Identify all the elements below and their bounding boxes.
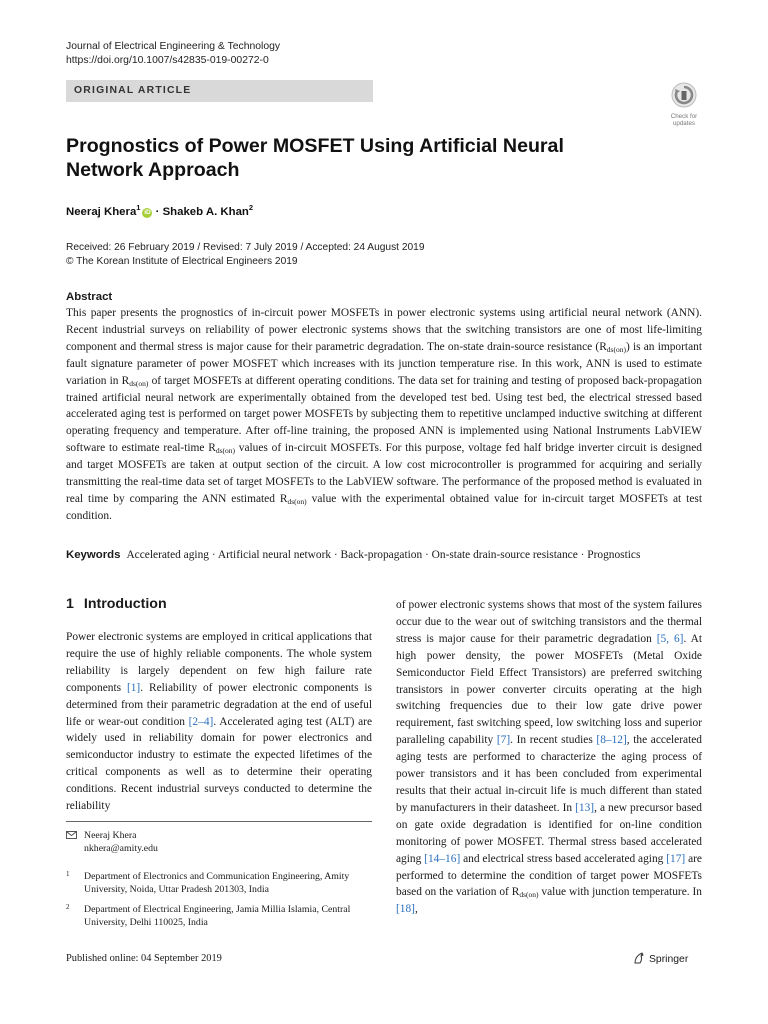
body-text: , (414, 903, 418, 916)
body-text: of power electronic systems shows that most of the system failures occur due to the wear out of switching transistors and the thermal stress is major cause for their parametric degradation (396, 599, 702, 645)
author-separator: · (152, 205, 163, 218)
citation-link[interactable]: [13] (575, 801, 595, 814)
affiliation-text: Department of Electrical Engineering, Jamia Millia Islamia, Central University, Delhi 110025, India (84, 904, 351, 928)
affiliation-2 (66, 903, 372, 929)
doi-link[interactable]: https://doi.org/10.1007/s42835-019-00272-0 (66, 55, 269, 66)
abstract-text: ) is an important fault signature parameter of power MOSFET which increases with its junction temperature rise. In this work, ANN is used to estimate variation in R (66, 340, 702, 387)
abstract-body (66, 305, 702, 525)
author-list (66, 203, 253, 218)
check-for-updates-badge[interactable] (664, 82, 704, 127)
article-title: Prognostics of Power MOSFET Using Artificial Neural Network Approach (66, 135, 564, 181)
abstract-text: of target MOSFETs at different operating conditions. The data set for training and testing of proposed back-propagation trained artificial neural network are experimentally obtained from the developed test bed. Using test bed, the electrical stressed based accelerated aging test is performed on target power MOSFETs by subjecting them to repetitive unclamped inductive switching at different operating frequency and temperature. After off-line training, the proposed ANN is implemented using National Instruments LabVIEW software to estimate real-time R (66, 374, 703, 455)
published-online: Published online: 04 September 2019 (66, 953, 222, 964)
check-updates-line2: updates (672, 120, 696, 127)
subscript: ds(on) (519, 890, 539, 900)
citation-link[interactable]: [2–4] (188, 715, 214, 728)
subscript: ds(on) (129, 378, 149, 388)
keywords-list: Accelerated aging · Artificial neural network · Back-propagation · On-state drain-source resistance · Prognostics (126, 549, 641, 561)
citation-link[interactable]: [5, 6] (656, 632, 684, 645)
keywords (66, 549, 640, 561)
body-text: Power electronic systems are employed in critical applications that require the use of highly reliable components. The whole system reliability is largely dependent on few high failure rate components (66, 631, 372, 694)
body-column-right (396, 597, 702, 918)
author-email-link[interactable]: nkhera@amity.edu (84, 842, 158, 854)
journal-name: Journal of Electrical Engineering & Technology (66, 41, 281, 52)
affiliation-number: 2 (66, 903, 70, 911)
author-affiliation-mark: 2 (248, 203, 254, 212)
abstract-text: values of in-circuit MOSFETs. For this purpose, voltage fed half bridge inverter circuit is designed and target MOSFETs are taken at output section of the circuit. A low cost microcontroller is programmed for acquiring and serially transmitting the real-time data set of target MOSFETs to the LabVIEW software. The performance of the proposed method is evaluated in real time by comparing the ANN estimated R (66, 442, 702, 505)
copyright-line: © The Korean Institute of Electrical Engineers 2019 (66, 255, 298, 267)
body-text: value with junction temperature. In (538, 886, 702, 899)
body-text: . Reliability of power electronic components is determined from their parametric degradation at the end of useful life or wear-out condition (66, 681, 372, 728)
history-dates: Received: 26 February 2019 / Revised: 7 July 2019 / Accepted: 24 August 2019 (66, 242, 425, 253)
citation-link[interactable]: [8–12] (596, 734, 627, 747)
body-text: . At high power density, the power MOSFETs (Metal Oxide Semiconductor Field Effect Transistors) are preferred switching transistors in power converter circuits operating at the high switching frequencies due to their low gate drive power requirement, fast switching speed, low switching loss and superior paralleling capability (396, 632, 702, 747)
abstract-text: This paper presents the prognostics of in-circuit power MOSFETs in power electronic systems using artificial neural network (ANN). Recent industrial surveys on reliability of power electronic systems shows that the switching transistors are one of most life-limiting component and thermal stress is major cause for their parametric degradation. The on-state drain-source resistance (R (66, 307, 702, 353)
article-type-banner: ORIGINAL ARTICLE (66, 80, 373, 102)
citation-link[interactable]: [14–16] (424, 852, 461, 865)
keywords-label: Keywords (66, 549, 121, 561)
body-text: , a new precursor based on gate oxide degradation is identified for on-line condition monitoring of power MOSFET. Thermal stress based accelerated aging (396, 801, 702, 865)
section-title: Introduction (83, 596, 167, 612)
section-number: 1 (66, 596, 74, 612)
corresponding-author (66, 830, 158, 855)
subscript: ds(on) (606, 344, 626, 354)
publisher-logo[interactable] (632, 951, 688, 965)
body-text: . Accelerated aging test (ALT) are widely used in reliability domain for power electronics and semiconductor industry to estimate the expected lifetimes of the critical components as well as to determine their operating conditions. Recent industrial surveys conducted to determine the reliability (66, 715, 372, 813)
body-column-left (66, 629, 372, 815)
author-name[interactable]: Neeraj Khera (66, 205, 137, 218)
corresponding-author-name: Neeraj Khera (84, 830, 137, 841)
body-text: . In recent studies (510, 734, 597, 747)
author-affiliation-mark: 1 (136, 203, 141, 212)
envelope-icon (66, 831, 77, 839)
orcid-icon[interactable]: iD (144, 208, 151, 216)
subscript: ds(on) (215, 446, 235, 456)
check-updates-icon (671, 82, 697, 108)
publisher-name: Springer (649, 954, 689, 965)
abstract-heading: Abstract (66, 291, 113, 303)
journal-header (66, 40, 280, 68)
author-name[interactable]: Shakeb A. Khan (162, 205, 249, 218)
body-text: are performed to determine the condition of target power MOSFETs based on the variation of R (396, 852, 702, 899)
abstract-text: value with the experimental obtained value for in-circuit target MOSFETs at test condition. (66, 492, 702, 522)
affiliation-1 (66, 870, 372, 896)
affiliation-text: Department of Electronics and Communication Engineering, Amity University, Noida, Uttar Pradesh 201303, India (84, 871, 350, 895)
citation-link[interactable]: [7] (496, 734, 511, 747)
citation-link[interactable]: [1] (126, 681, 141, 694)
affiliation-number: 1 (66, 870, 70, 878)
body-text: , the accelerated aging tests are performed to characterize the aging process of power transistors and it has been concluded from experimental results that their actual in-circuit life is much different than stated by manufacturers in their datasheet. In (396, 734, 702, 814)
citation-link[interactable]: [18] (396, 903, 415, 916)
springer-horse-icon (632, 951, 646, 965)
citation-link[interactable]: [17] (666, 852, 686, 865)
section-heading (66, 596, 167, 612)
footnote-divider (66, 821, 372, 822)
check-updates-line1: Check for (670, 113, 698, 120)
body-text: and electrical stress based accelerated aging (460, 852, 667, 865)
subscript: ds(on) (287, 496, 307, 506)
article-dates (66, 241, 425, 268)
